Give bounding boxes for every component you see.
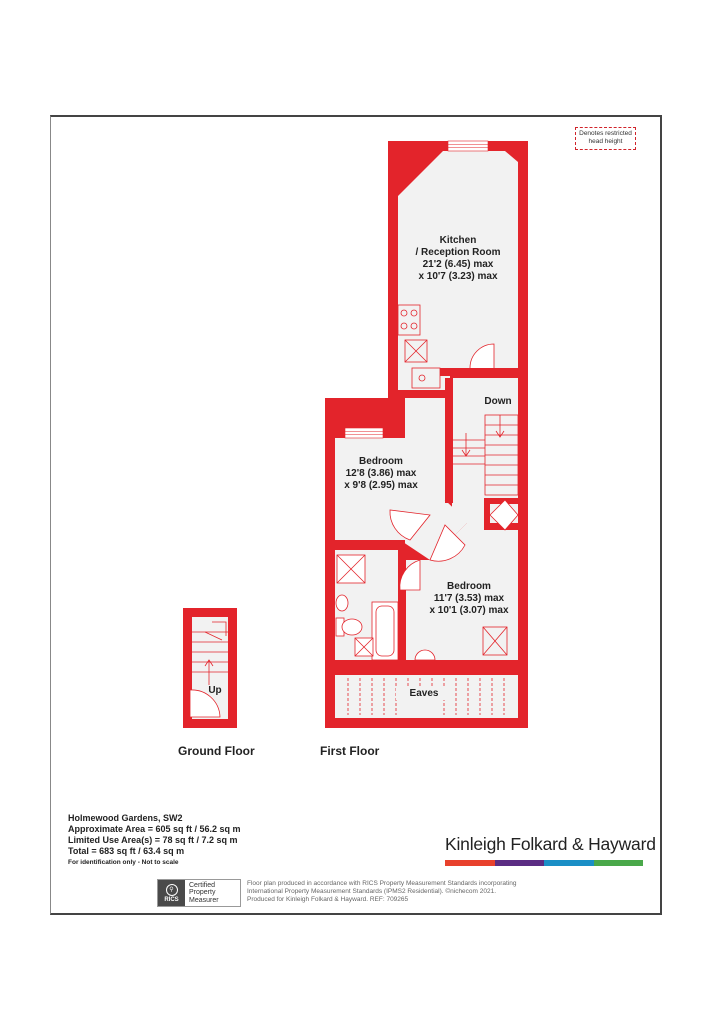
rics-line-3: Measurer	[189, 896, 219, 904]
brand-bar-blue	[544, 860, 594, 866]
legend-line-2: head height	[588, 138, 623, 145]
kitchen-name: Kitchen	[439, 235, 477, 246]
down-label: Down	[484, 396, 512, 407]
brand-bar-green	[594, 860, 644, 866]
limited-area: Limited Use Area(s) = 78 sq ft / 7.2 sq m	[68, 835, 238, 845]
kitchen-label	[398, 235, 518, 283]
rics-badge-text: RICS	[164, 896, 179, 903]
brand-color-bar	[445, 860, 643, 866]
bedroom2-dim-2: x 10'1 (3.07) max	[429, 605, 509, 616]
rics-line-2: Property	[189, 889, 216, 897]
bedroom1-label	[328, 456, 434, 492]
footnote	[247, 880, 567, 904]
eaves-label: Eaves	[396, 688, 452, 700]
approx-area: Approximate Area = 605 sq ft / 56.2 sq m	[68, 824, 241, 834]
footnote-line-3: Produced for Kinleigh Folkard & Hayward. REF: 709265	[247, 896, 409, 903]
ground-floor-label: Ground Floor	[178, 744, 255, 758]
rics-badge	[157, 879, 241, 907]
rics-line-1: Certified	[189, 881, 216, 889]
property-info	[68, 813, 241, 868]
brand-logo: Kinleigh Folkard & Hayward	[445, 834, 656, 854]
first-floor-label: First Floor	[320, 744, 380, 758]
rics-text	[185, 882, 219, 905]
rics-logo	[158, 880, 185, 906]
identification-note: For identification only - Not to scale	[68, 859, 179, 866]
legend-line-1: Denotes restricted	[579, 130, 632, 137]
address: Holmewood Gardens, SW2	[68, 813, 183, 823]
rics-circle-icon: ⚲	[166, 884, 178, 896]
bedroom1-name: Bedroom	[359, 456, 403, 467]
brand-bar-orange	[445, 860, 495, 866]
restricted-height-legend	[575, 127, 636, 150]
brand-bar-purple	[495, 860, 545, 866]
bedroom1-dim-2: x 9'8 (2.95) max	[344, 480, 418, 491]
total-area: Total = 683 sq ft / 63.4 sq m	[68, 846, 185, 856]
ground-floor	[183, 608, 237, 728]
bedroom2-dim-1: 11'7 (3.53) max	[433, 593, 505, 604]
kitchen-dim-2: x 10'7 (3.23) max	[418, 271, 498, 282]
up-label: Up	[208, 685, 222, 696]
kitchen-name-2: / Reception Room	[415, 247, 501, 258]
bedroom1-dim-1: 12'8 (3.86) max	[345, 468, 417, 479]
footnote-line-1: Floor plan produced in accordance with RICS Property Measurement Standards incorporating	[247, 880, 517, 887]
bedroom2-name: Bedroom	[447, 581, 491, 592]
bedroom2-label	[414, 581, 524, 617]
kitchen-dim-1: 21'2 (6.45) max	[422, 259, 494, 270]
footnote-line-2: International Property Measurement Standards (IPMS2 Residential). ©nichecom 2021.	[247, 888, 497, 895]
